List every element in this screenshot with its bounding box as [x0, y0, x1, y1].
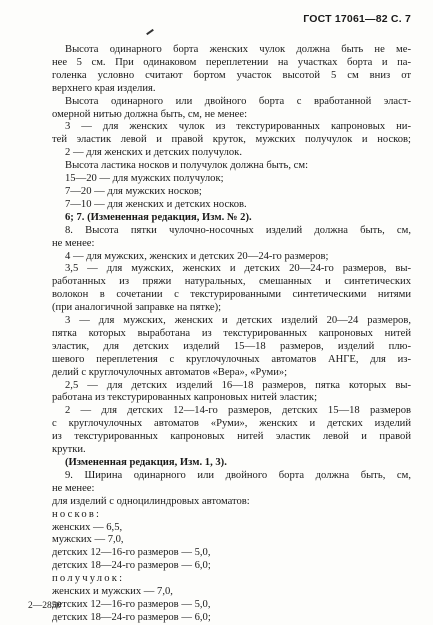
text-line: Высота одинарного борта женских чулок должна быть не ме- — [65, 44, 411, 55]
text-line: 6; 7. (Измененная редакция, Изм. № 2). — [65, 211, 252, 223]
text-line: 2,5 — для детских изделий 16—18 размеров, пятка которых вы- — [65, 379, 411, 391]
text-line: 2 — для женских и детских получулок. — [65, 147, 242, 159]
text-line: детских 12—16-го размеров — 5,0, — [52, 598, 211, 610]
text-line: верхнего края изделия. — [52, 82, 156, 94]
text-line: Высота ластика носков и получулок должна быть, см: — [65, 160, 309, 172]
page-footer: 2—2850 — [28, 601, 62, 611]
text-line: мужских — 7,0, — [52, 534, 124, 546]
text-line: женских и мужских — 7,0, — [52, 586, 173, 598]
text-line: работана из текстурированных капроновых нитей эластик; — [52, 392, 318, 404]
text-line: 3 — для женских чулок из текстурированных капроновых ни- — [65, 121, 411, 133]
text-line: работанных из пряжи натуральных, смешанных и синтетических — [52, 276, 411, 288]
text-line: 7—10 — для женских и детских носков. — [65, 198, 247, 210]
pen-mark — [146, 29, 154, 35]
text-line: 9. Ширина одинарного или двойного борта должна быть, см, — [65, 469, 411, 481]
text-line: женских — 6,5, — [52, 521, 123, 533]
text-line: 3 — для мужских, женских и детских изделий 20—24 размеров, — [65, 315, 411, 327]
text-line: из текстурированных капроновых нитей эластик левой и правой — [52, 431, 411, 443]
text-line: пятка которых выработана из текстурированных капроновых нитей — [52, 327, 411, 339]
text-line: с круглочулочных автоматов «Руми», женских и детских изделий — [52, 418, 411, 430]
text-line: не менее: — [52, 482, 95, 494]
text-line: детских 12—16-го размеров — 5,0, — [52, 547, 211, 559]
text-line: детских 18—24-го размеров — 6,0; — [52, 560, 211, 572]
text-line: делий с круглочулочных автоматов «Вера», «Руми»; — [52, 366, 288, 378]
text-line: нее 5 см. При одинаковом переплетении на участках борта и па- — [52, 56, 411, 68]
text-line: Высота одинарного или двойного борта с вработанной эласт- — [65, 95, 411, 107]
text-line: 2 — для детских 12—14-го размеров, детских 15—18 размеров — [65, 405, 411, 417]
text-line: шевого переплетения с круглочулочных автоматов АНГЕ, для из- — [52, 353, 411, 365]
text-line: тей эластик левой и правой круток, мужских получулок и носков; — [52, 134, 411, 146]
text-line: волокон в сочетании с текстурированными синтетическими нитями — [52, 289, 411, 301]
text-line: 7—20 — для мужских носков; — [65, 185, 202, 197]
text-line: 8. Высота пятки чулочно-носочных изделий должна быть, см, — [65, 224, 411, 236]
text-line: крутки. — [52, 444, 86, 456]
text-line: (Измененная редакция, Изм. 1, 3). — [65, 457, 227, 468]
text-line: голенка условно считают бортом участок высотой 5 см вниз от — [52, 69, 411, 81]
text-line: детских 18—24-го размеров — 6,0; — [52, 611, 211, 623]
text-line: (при аналогичной заправке на пятке); — [52, 302, 222, 314]
text-line: носков: — [52, 508, 102, 520]
text-line: не менее: — [52, 237, 95, 249]
text-line: 3,5 — для мужских, женских и детских 20—24-го размеров, вы- — [65, 263, 411, 275]
text-line: получулок: — [52, 573, 125, 585]
text-line: 15—20 — для мужских получулок; — [65, 173, 224, 185]
text-line: омерной нитью должна быть, см, не менее: — [52, 108, 248, 120]
text-line: для изделий с одноцилиндровых автоматов: — [52, 495, 250, 507]
page-header: ГОСТ 17061—82 С. 7 — [303, 13, 411, 25]
document-body — [52, 44, 411, 625]
text-line: 4 — для мужских, женских и детских 20—24-го размеров; — [65, 250, 329, 262]
text-line: эластик, для детских изделий 15—18 размеров, изделий плю- — [52, 340, 411, 352]
